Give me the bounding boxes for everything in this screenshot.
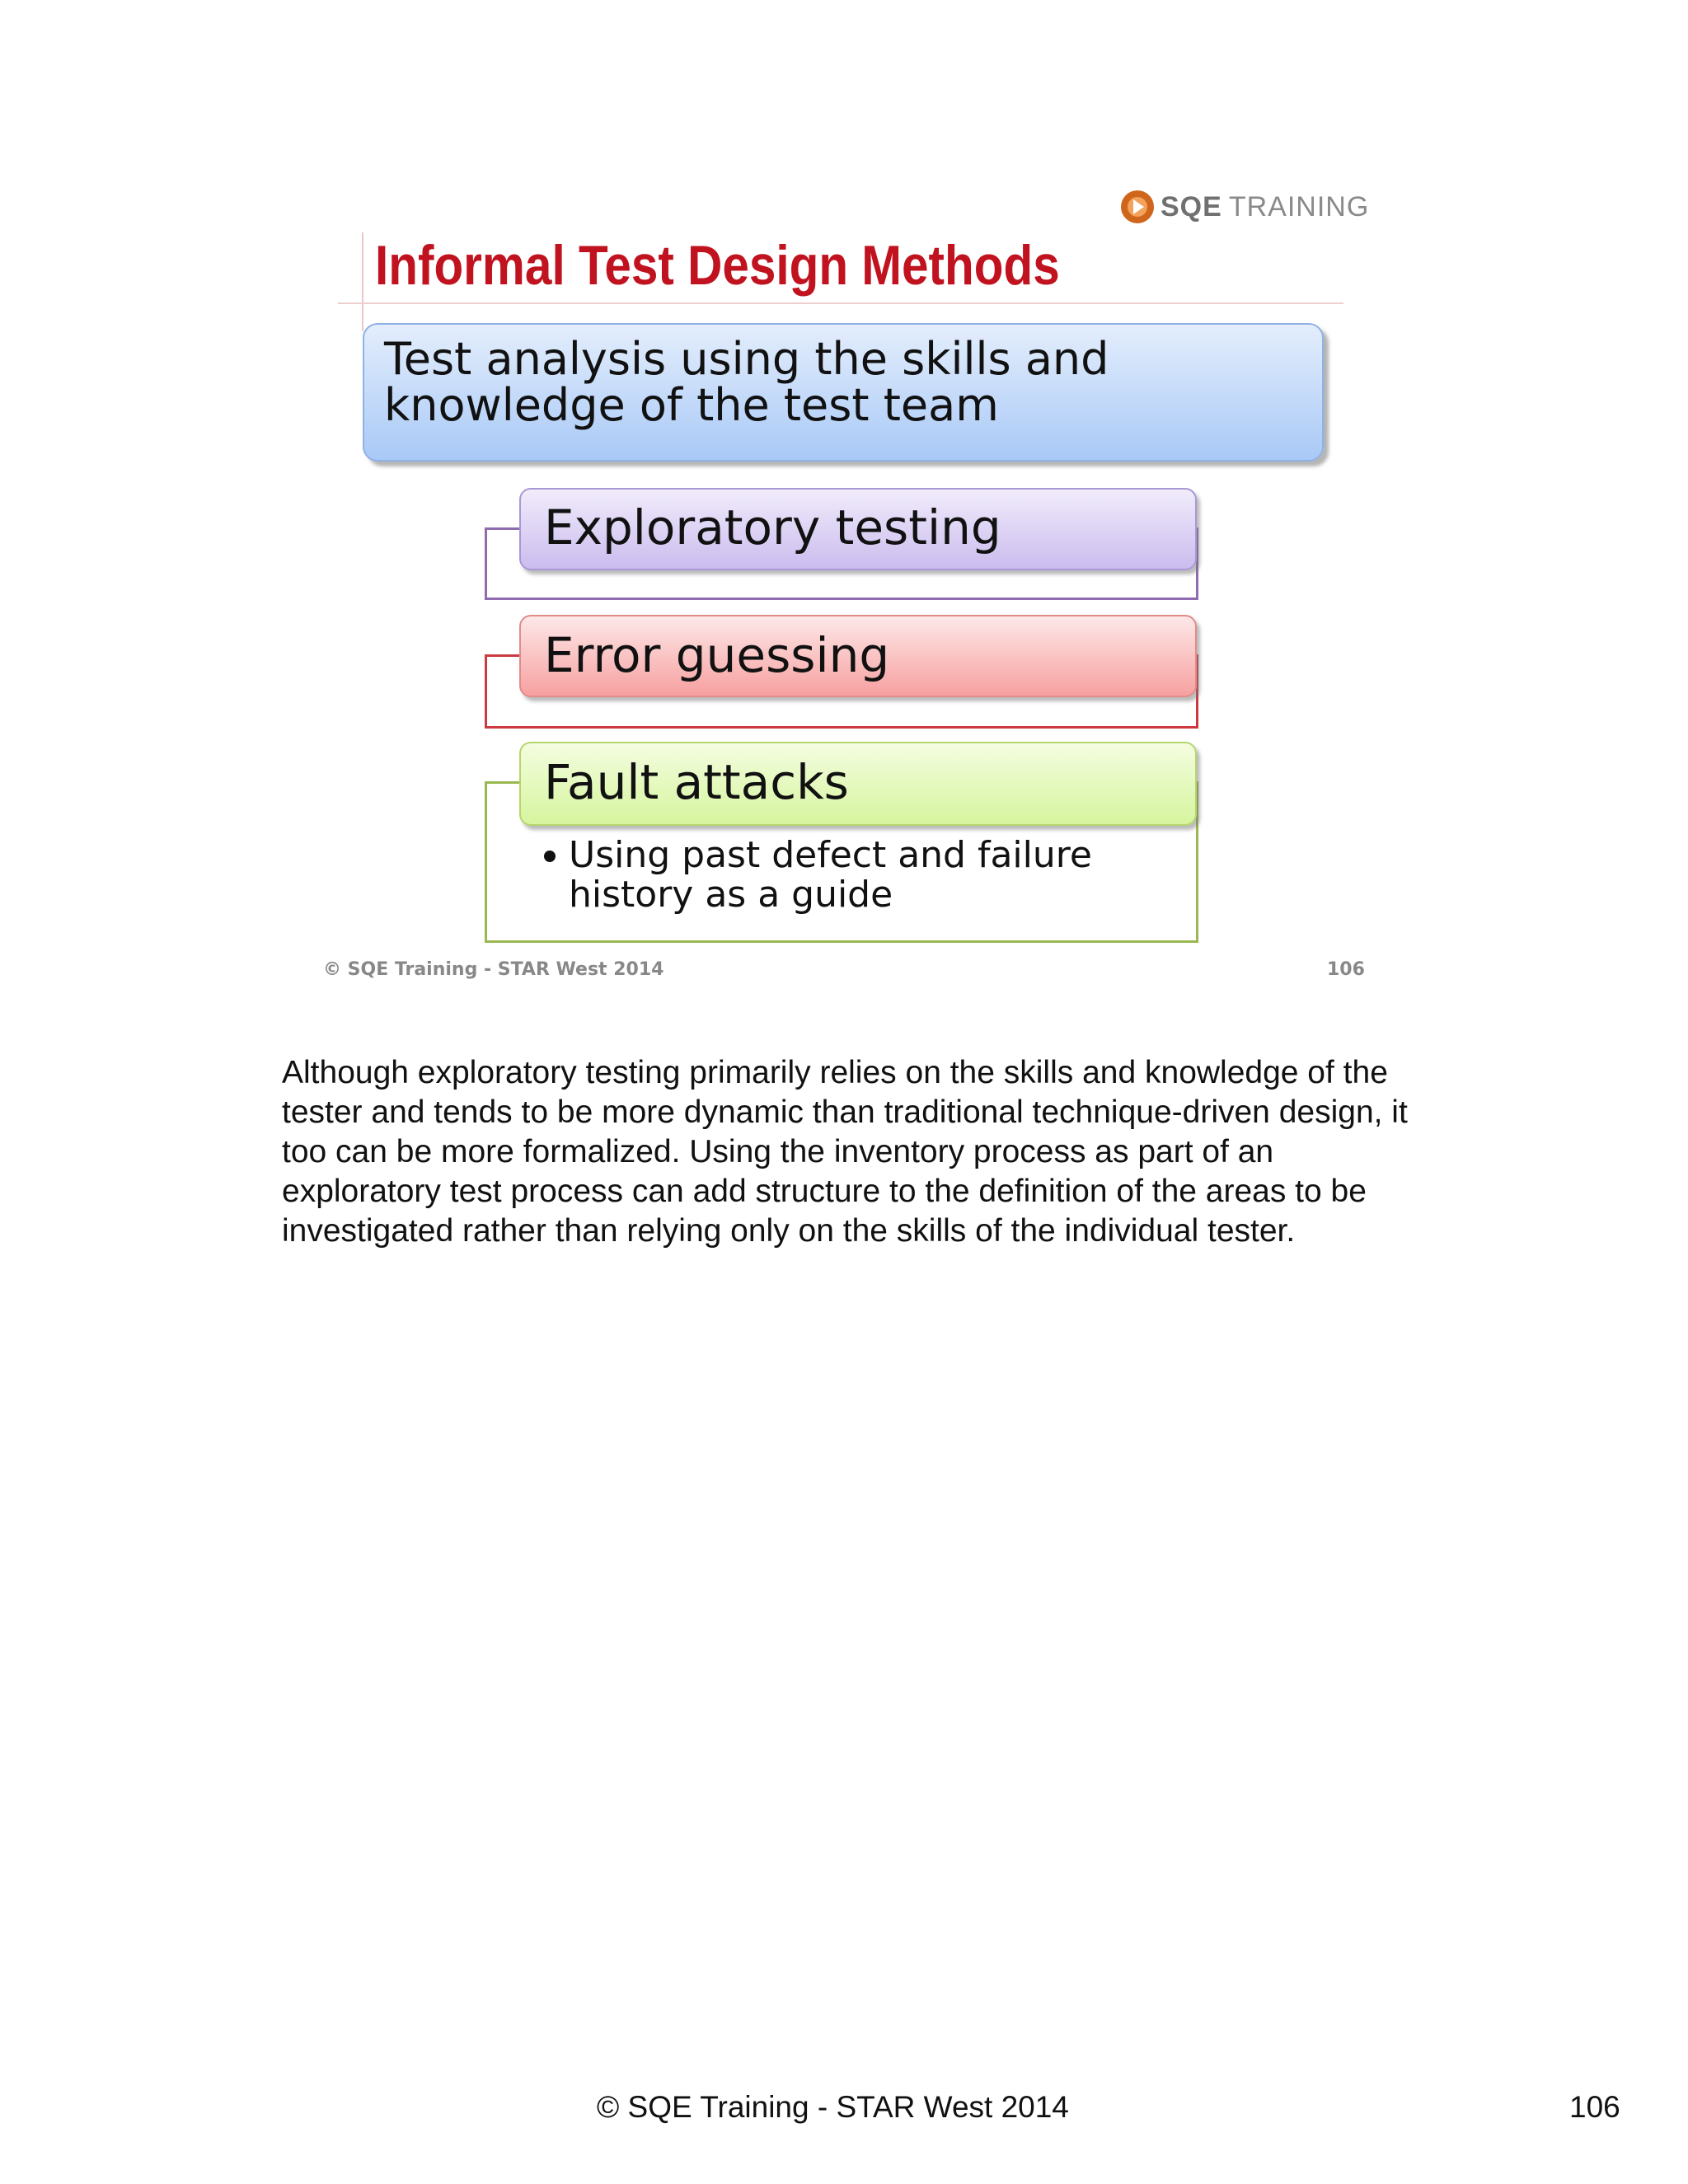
top-summary-text: Test analysis using the skills and knowledge of the test team <box>384 333 1109 431</box>
logo-training-text: TRAINING <box>1228 190 1370 223</box>
sqe-logo-icon <box>1121 190 1154 223</box>
slide-title: Informal Test Design Methods <box>375 234 1060 297</box>
fault-attacks-bullet: Using past defect and failure history as a guide <box>569 834 1092 916</box>
bullet-icon <box>544 851 556 862</box>
fault-attacks-label: Fault attacks <box>544 754 849 810</box>
title-divider-vertical <box>362 232 363 331</box>
notes-paragraph: Although exploratory testing primarily relies on the skills and knowledge of the tester and tends to be more dynamic than traditional technique-driven design, it too can be more formalized. Using the inventory process as part of an exploratory test process can add structure to the definition of the areas to be investigated rather than relying only on the skills of the individual tester. <box>282 1055 1408 1249</box>
error-guessing-label: Error guessing <box>544 627 890 683</box>
page-number: 106 <box>1569 2090 1620 2124</box>
title-divider-horizontal <box>338 302 1343 304</box>
error-guessing-bracket-top <box>485 654 521 657</box>
page-footer: © SQE Training - STAR West 2014 <box>597 2090 1069 2124</box>
logo-sqe-text: SQE <box>1160 190 1222 223</box>
exploratory-bracket-top <box>485 527 521 530</box>
sqe-training-logo <box>1121 188 1369 226</box>
fault-attacks-bracket-top <box>485 781 521 784</box>
slide-footer: © SQE Training - STAR West 2014 <box>323 959 664 980</box>
exploratory-testing-label: Exploratory testing <box>544 499 1001 555</box>
slide-page-number: 106 <box>1327 959 1365 980</box>
